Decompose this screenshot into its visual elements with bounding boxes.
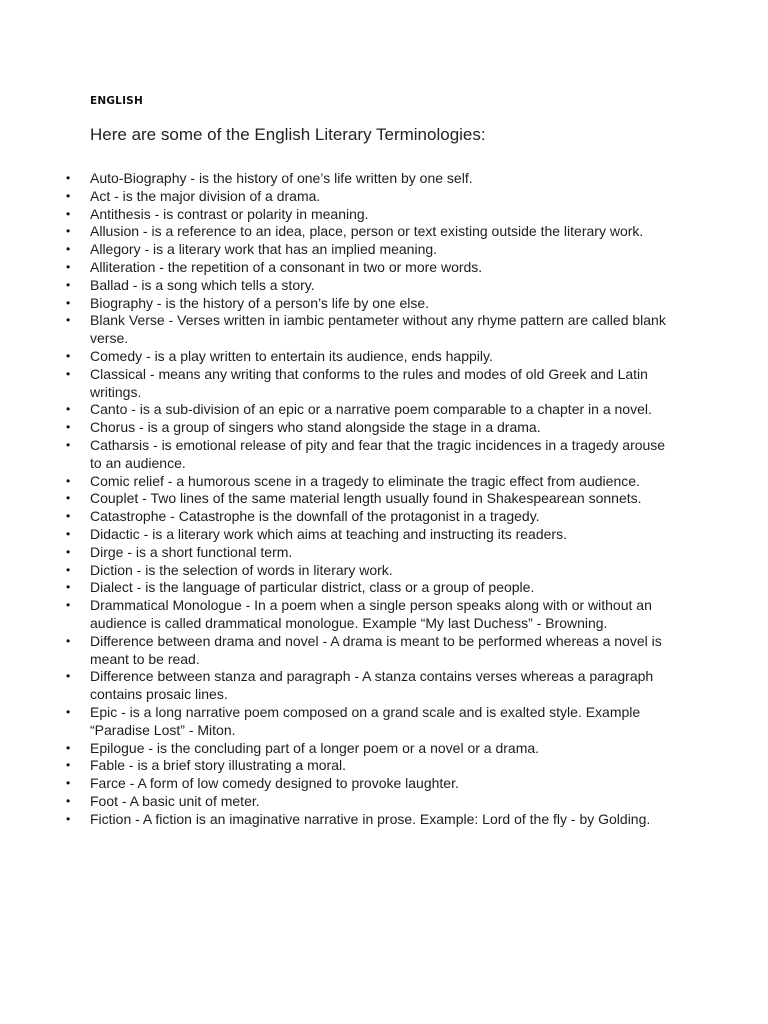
bullet-icon: • — [66, 402, 71, 417]
term-text: Foot - A basic unit of meter. — [90, 792, 260, 809]
term-text: Auto-Biography - is the history of one’s life written by one self. — [90, 170, 473, 186]
list-item — [0, 633, 768, 669]
list-item — [0, 508, 768, 526]
bullet-icon: • — [66, 580, 71, 595]
list-item — [0, 562, 768, 580]
bullet-icon: • — [66, 206, 71, 221]
term-text: Catastrophe - Catastrophe is the downfall of the protagonist in a tragedy. — [90, 508, 540, 525]
list-item — [0, 223, 768, 241]
list-item — [0, 544, 768, 562]
bullet-icon: • — [66, 776, 71, 791]
list-item — [0, 579, 768, 597]
bullet-icon: • — [66, 758, 71, 773]
bullet-icon: • — [66, 277, 71, 292]
list-item — [0, 597, 768, 633]
term-text: Diction - is the selection of words in literary work. — [90, 561, 393, 578]
bullet-icon: • — [66, 473, 71, 488]
list-item — [0, 277, 768, 295]
bullet-icon: • — [66, 313, 71, 328]
list-item — [0, 668, 768, 704]
list-item — [0, 473, 768, 491]
bullet-icon: • — [66, 224, 71, 239]
list-item — [0, 793, 768, 811]
intro-text: Here are some of the English Literary Terminologies: — [90, 125, 486, 144]
terms-list — [0, 170, 768, 828]
term-text: Farce - A form of low comedy designed to provoke laughter. — [90, 775, 459, 792]
term-text: Dialect - is the language of particular district, class or a group of people. — [90, 579, 535, 596]
list-item — [0, 241, 768, 259]
term-text: Drammatical Monologue - In a poem when a single person speaks along with or without an audience is called drammatical monologue. Example “My last Duchess” - Browning. — [90, 597, 652, 631]
term-text: Blank Verse - Verses written in iambic pentameter without any rhyme pattern are called blank verse. — [90, 312, 666, 347]
list-item — [0, 348, 768, 366]
term-text: Canto - is a sub-division of an epic or a narrative poem comparable to a chapter in a novel. — [90, 401, 652, 418]
bullet-icon: • — [66, 811, 71, 826]
bullet-icon: • — [66, 598, 71, 613]
term-text: Epic - is a long narrative poem composed on a grand scale and is exalted style. Example “Paradise Lost” - Miton. — [90, 703, 641, 738]
bullet-icon: • — [66, 259, 71, 274]
bullet-icon: • — [66, 633, 71, 648]
list-item — [0, 704, 768, 740]
bullet-icon: • — [66, 366, 71, 381]
term-text: Couplet - Two lines of the same material length usually found in Shakespearean sonnets. — [90, 490, 642, 507]
bullet-icon: • — [66, 437, 71, 452]
list-item — [0, 437, 768, 473]
term-text: Antithesis - is contrast or polarity in meaning. — [90, 205, 369, 222]
list-item — [0, 170, 768, 188]
document-heading: ENGLISH — [90, 95, 143, 107]
bullet-icon: • — [66, 669, 71, 684]
term-text: Allegory - is a literary work that has an implied meaning. — [90, 241, 438, 258]
list-item — [0, 206, 768, 224]
bullet-icon: • — [66, 348, 71, 363]
bullet-icon: • — [66, 509, 71, 524]
term-text: Dirge - is a short functional term. — [90, 543, 293, 560]
term-text: Fable - is a brief story illustrating a moral. — [90, 757, 346, 774]
list-item — [0, 419, 768, 437]
bullet-icon: • — [66, 562, 71, 577]
term-text: Biography - is the history of a person’s life by one else. — [90, 294, 430, 311]
bullet-icon: • — [66, 295, 71, 310]
term-text: Ballad - is a song which tells a story. — [90, 276, 315, 293]
list-item — [0, 188, 768, 206]
term-text: Chorus - is a group of singers who stand alongside the stage in a drama. — [90, 419, 541, 436]
list-item — [0, 740, 768, 758]
list-item — [0, 295, 768, 313]
term-text: Comedy - is a play written to entertain its audience, ends happily. — [90, 347, 493, 364]
bullet-icon: • — [66, 420, 71, 435]
term-text: Allusion - is a reference to an idea, place, person or text existing outside the literary work. — [90, 223, 644, 240]
term-text: Epilogue - is the concluding part of a longer poem or a novel or a drama. — [90, 739, 540, 756]
bullet-icon: • — [66, 242, 71, 257]
term-text: Difference between drama and novel - A drama is meant to be performed whereas a novel is meant to be read. — [90, 632, 662, 667]
list-item — [0, 757, 768, 775]
term-text: Catharsis - is emotional release of pity and fear that the tragic incidences in a tragedy arouse to an audience. — [90, 436, 666, 471]
term-text: Didactic - is a literary work which aims at teaching and instructing its readers. — [90, 525, 567, 542]
term-text: Alliteration - the repetition of a consonant in two or more words. — [90, 258, 483, 275]
list-item — [0, 401, 768, 419]
term-text: Fiction - A fiction is an imaginative narrative in prose. Example: Lord of the fly - by Golding. — [90, 810, 651, 827]
term-text: Classical - means any writing that conforms to the rules and modes of old Greek and Latin writings. — [90, 365, 648, 400]
term-text: Difference between stanza and paragraph - A stanza contains verses whereas a paragraph contains prosaic lines. — [90, 668, 654, 703]
term-text: Act - is the major division of a drama. — [90, 187, 321, 204]
list-item — [0, 526, 768, 544]
bullet-icon: • — [66, 793, 71, 808]
bullet-icon: • — [66, 188, 71, 203]
bullet-icon: • — [66, 491, 71, 506]
list-item — [0, 811, 768, 829]
bullet-icon: • — [66, 740, 71, 755]
list-item — [0, 366, 768, 402]
bullet-icon: • — [66, 526, 71, 541]
bullet-icon: • — [66, 171, 71, 185]
list-item — [0, 312, 768, 348]
list-item — [0, 259, 768, 277]
bullet-icon: • — [66, 704, 71, 719]
list-item — [0, 775, 768, 793]
term-text: Comic relief - a humorous scene in a tragedy to eliminate the tragic effect from audience. — [90, 472, 640, 489]
list-item — [0, 490, 768, 508]
bullet-icon: • — [66, 544, 71, 559]
